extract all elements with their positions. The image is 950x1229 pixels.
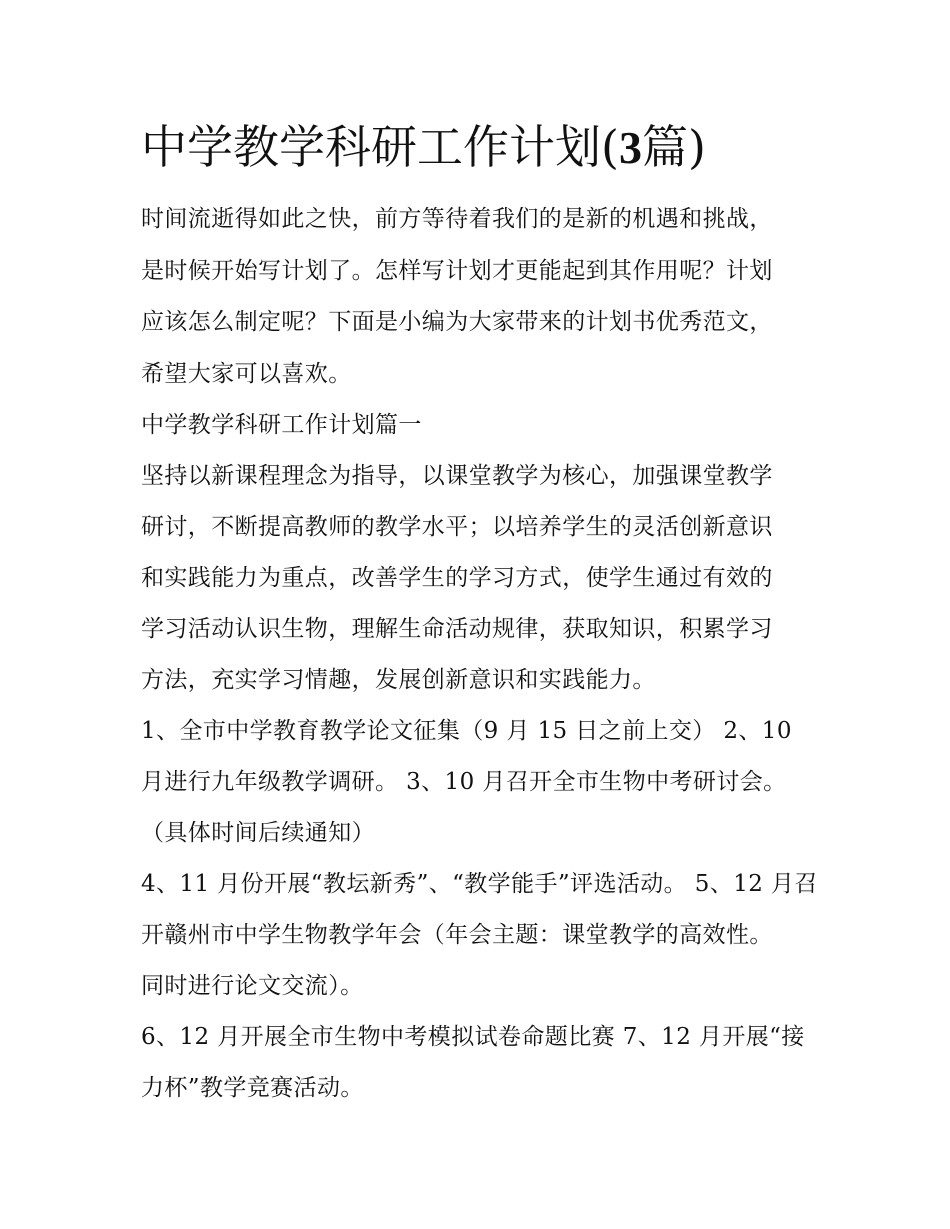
body-line-5: 方法，充实学习情趣，发展创新意识和实践能力。 bbox=[141, 667, 656, 693]
title-end: 篇) bbox=[641, 120, 706, 174]
title-main: 中学教学科研工作计划( bbox=[141, 120, 619, 174]
page-title bbox=[141, 114, 841, 181]
list-line-8: 力杯”教学竞赛活动。 bbox=[141, 1075, 364, 1101]
body-line-3: 和实践能力为重点，改善学生的学习方式，使学生通过有效的 bbox=[141, 565, 773, 591]
body-line-2: 研讨，不断提高教师的教学水平；以培养学生的灵活创新意识 bbox=[141, 514, 773, 540]
list-line-4: 4、11 月份开展“教坛新秀”、“教学能手”评选活动。 5、12 月召 bbox=[141, 871, 818, 897]
intro-line-4: 希望大家可以喜欢。 bbox=[141, 361, 352, 387]
list-line-7: 6、12 月开展全市生物中考模拟试卷命题比赛 7、12 月开展“接 bbox=[141, 1024, 805, 1050]
list-line-3: （具体时间后续通知） bbox=[141, 820, 375, 846]
intro-line-2: 是时候开始写计划了。怎样写计划才更能起到其作用呢？计划 bbox=[141, 258, 773, 284]
title-number: 3 bbox=[618, 122, 642, 173]
intro-line-1: 时间流逝得如此之快，前方等待着我们的是新的机遇和挑战， bbox=[141, 206, 773, 232]
body-line-4: 学习活动认识生物，理解生命活动规律，获取知识，积累学习 bbox=[141, 616, 773, 642]
list-line-6: 同时进行论文交流）。 bbox=[141, 973, 364, 999]
list-line-2: 月进行九年级教学调研。 3、10 月召开全市生物中考研讨会。 bbox=[141, 769, 787, 795]
section-heading: 中学教学科研工作计划篇一 bbox=[141, 412, 422, 438]
intro-line-3: 应该怎么制定呢？下面是小编为大家带来的计划书优秀范文， bbox=[141, 309, 773, 335]
body-line-1: 坚持以新课程理念为指导，以课堂教学为核心，加强课堂教学 bbox=[141, 463, 773, 489]
list-line-5: 开赣州市中学生物教学年会（年会主题：课堂教学的高效性。 bbox=[141, 922, 773, 948]
list-line-1: 1、全市中学教育教学论文征集（9 月 15 日之前上交） 2、10 bbox=[141, 718, 792, 744]
